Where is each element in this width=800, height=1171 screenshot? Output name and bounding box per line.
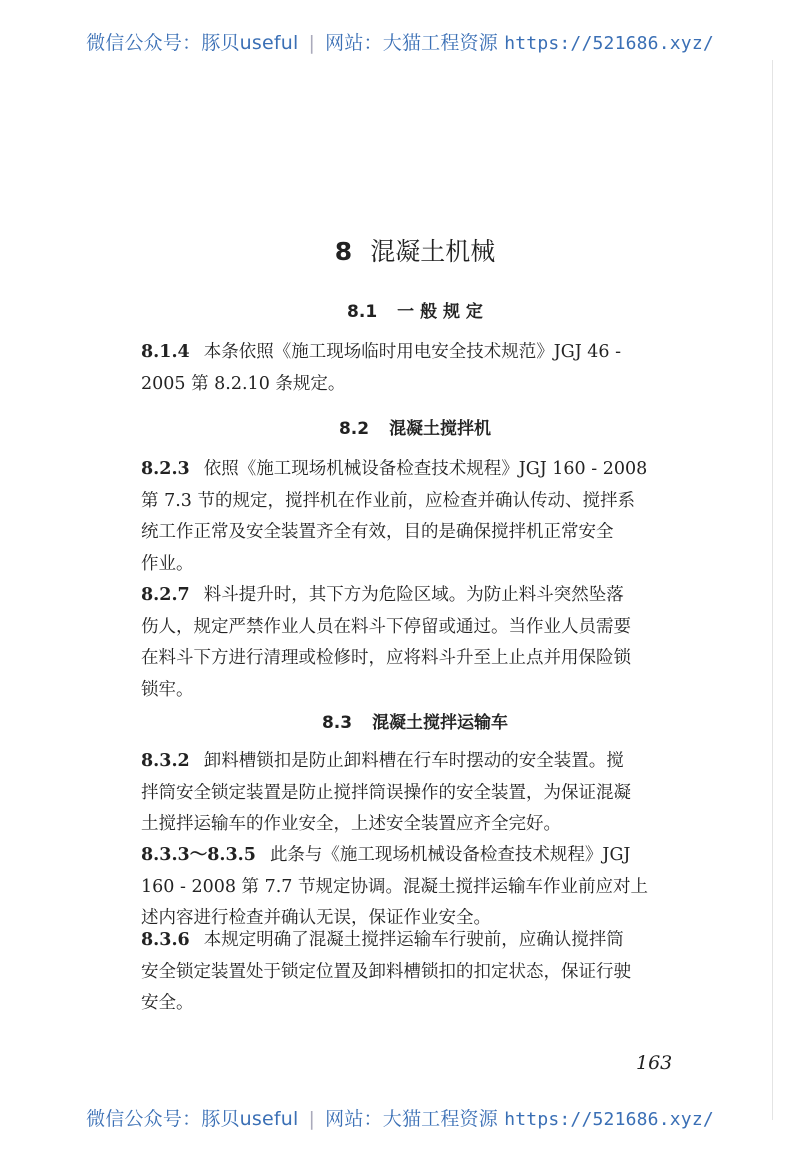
watermark-url[interactable]: https://521686.xyz/ — [504, 33, 714, 54]
paragraph-line — [141, 643, 701, 675]
paragraph-line — [141, 369, 701, 401]
paragraph-line — [141, 988, 701, 1020]
watermark-separator: | — [308, 32, 316, 54]
line-text: 2005 第 8.2.10 条规定。 — [141, 373, 346, 394]
paragraph-line — [141, 840, 701, 872]
line-text: 料斗提升时，其下方为危险区域。为防止料斗突然坠落 — [203, 585, 624, 605]
paragraph — [141, 840, 701, 935]
section-title: 混凝土搅拌运输车 — [372, 713, 509, 733]
watermark-url[interactable]: https://521686.xyz/ — [504, 1109, 714, 1130]
line-text: 安全锁定装置处于锁定位置及卸料槽锁扣的扣定状态，保证行驶 — [141, 961, 631, 982]
paragraph-line — [141, 486, 701, 518]
clause-number: 8.1.4 — [141, 342, 190, 362]
line-text: 拌筒安全锁定装置是防止搅拌筒误操作的安全装置，为保证混凝 — [141, 782, 631, 803]
section-heading — [0, 414, 800, 439]
paragraph-line — [141, 809, 701, 841]
paragraph-line — [141, 612, 701, 644]
chapter-title — [0, 232, 800, 268]
paragraph-line — [141, 746, 701, 778]
paragraph — [141, 580, 701, 706]
clause-number: 8.2.3 — [141, 459, 190, 479]
paragraph-line — [141, 549, 701, 581]
watermark-account: 微信公众号：豚贝useful — [86, 32, 299, 54]
paragraph-line — [141, 872, 701, 904]
watermark-top — [0, 28, 800, 55]
watermark-account: 微信公众号：豚贝useful — [86, 1108, 299, 1130]
line-text: 土搅拌运输车的作业安全，上述安全装置应齐全完好。 — [141, 814, 561, 834]
page-edge — [772, 60, 773, 1120]
clause-number: 8.3.6 — [141, 930, 190, 950]
watermark-site: 网站：大猫工程资源 — [325, 1108, 498, 1130]
line-text: 此条与《施工现场机械设备检查技术规程》JGJ — [269, 845, 631, 865]
paragraph-line — [141, 957, 701, 989]
line-text: 160 - 2008 第 7.7 节规定协调。混凝土搅拌运输车作业前应对上 — [141, 876, 648, 897]
paragraph — [141, 337, 701, 400]
line-text: 安全。 — [141, 993, 194, 1013]
paragraph-line — [141, 337, 701, 369]
paragraph — [141, 454, 701, 580]
watermark-bottom — [0, 1104, 800, 1131]
line-text: 卸料槽锁扣是防止卸料槽在行车时摆动的安全装置。搅 — [203, 751, 624, 771]
paragraph-line — [141, 454, 701, 486]
chapter-number: 8 — [334, 237, 353, 266]
line-text: 本条依照《施工现场临时用电安全技术规范》JGJ 46 - — [203, 342, 622, 362]
paragraph-line — [141, 925, 701, 957]
clause-number: 8.3.3～8.3.5 — [141, 845, 256, 865]
section-number: 8.2 — [338, 419, 370, 439]
line-text: 在料斗下方进行清理或检修时，应将料斗升至上止点并用保险锁 — [141, 648, 631, 668]
section-heading — [0, 708, 800, 733]
page-number: 163 — [636, 1052, 673, 1074]
line-text: 伤人，规定严禁作业人员在料斗下停留或通过。当作业人员需要 — [141, 616, 631, 637]
line-text: 第 7.3 节的规定，搅拌机在作业前，应检查并确认传动、搅拌系 — [141, 490, 635, 511]
section-title: 混凝土搅拌机 — [389, 419, 492, 439]
section-number: 8.3 — [321, 713, 353, 733]
line-text: 述内容进行检查并确认无误，保证作业安全。 — [141, 908, 491, 928]
watermark-site: 网站：大猫工程资源 — [325, 32, 498, 54]
section-heading — [0, 297, 800, 322]
line-text: 作业。 — [141, 553, 194, 574]
line-text: 统工作正常及安全装置齐全有效，目的是确保搅拌机正常安全 — [141, 522, 614, 542]
line-text: 锁牢。 — [141, 679, 194, 700]
watermark-separator: | — [308, 1108, 316, 1130]
clause-number: 8.2.7 — [141, 585, 190, 605]
section-title: 一 般 规 定 — [397, 302, 483, 322]
paragraph-line — [141, 580, 701, 612]
clause-number: 8.3.2 — [141, 751, 190, 771]
chapter-name: 混凝土机械 — [370, 237, 496, 266]
paragraph — [141, 746, 701, 841]
paragraph-line — [141, 675, 701, 707]
paragraph-line — [141, 778, 701, 810]
line-text: 依照《施工现场机械设备检查技术规程》JGJ 160 - 2008 — [203, 459, 648, 479]
section-number: 8.1 — [347, 302, 378, 322]
paragraph — [141, 925, 701, 1020]
line-text: 本规定明确了混凝土搅拌运输车行驶前，应确认搅拌筒 — [203, 930, 624, 950]
paragraph-line — [141, 517, 701, 549]
